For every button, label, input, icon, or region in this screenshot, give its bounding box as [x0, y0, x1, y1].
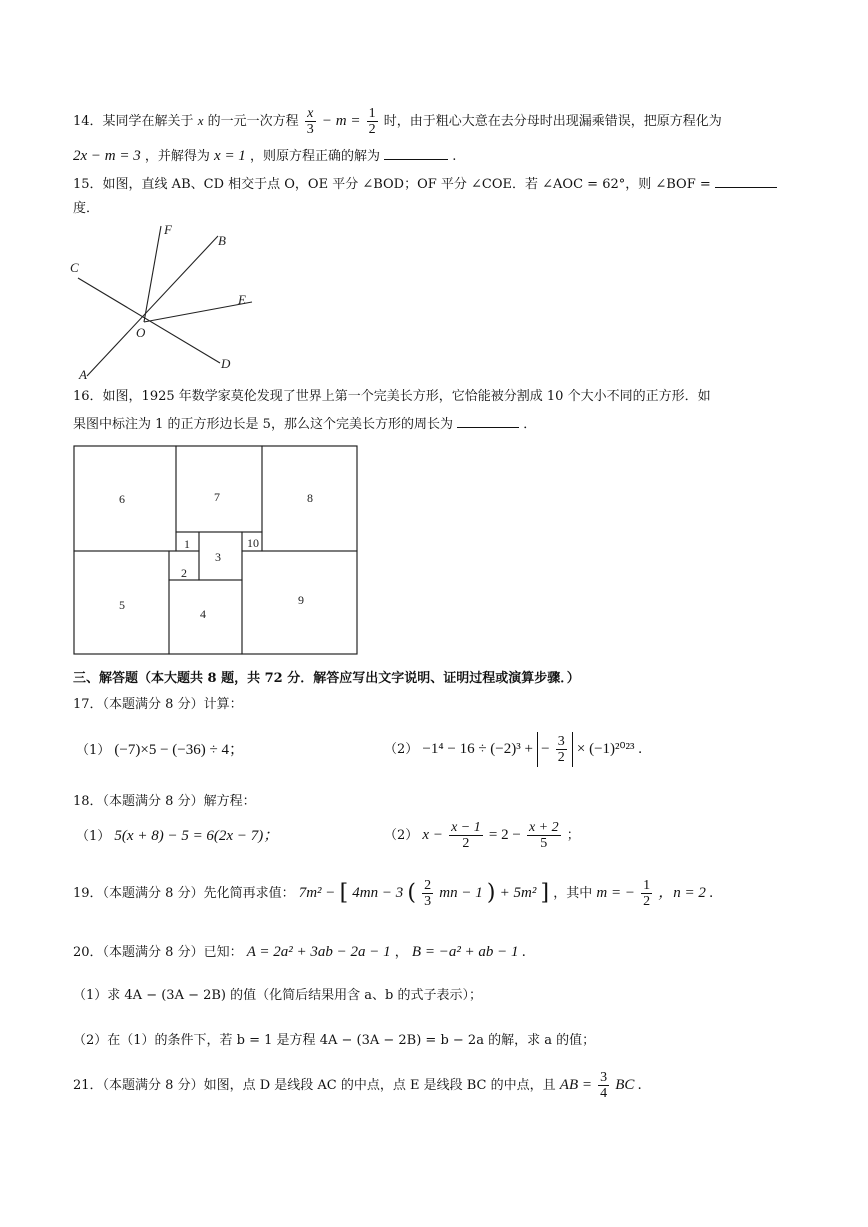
q16-text-2: 果图中标注为 1 的正方形边长是 5，那么这个完美长方形的周长为: [73, 417, 453, 432]
q14-line2: [73, 145, 456, 167]
q17-part1: [76, 740, 244, 761]
q14-var-x: x: [197, 113, 204, 128]
q14-eq2: 2x − m = 3: [73, 148, 141, 164]
label-D: D: [221, 356, 231, 371]
q14-frac1-den: 3: [306, 122, 314, 137]
q16-line1: [73, 387, 711, 407]
section3-heading: [73, 669, 580, 689]
q18-frac2-den: 5: [540, 836, 548, 851]
q20-B-expr: B = −a² + ab − 1 .: [411, 944, 527, 960]
q18-p1-expr: 5(x + 8) − 5 = 6(2x − 7)；: [114, 828, 279, 844]
q18-frac1-den: 2: [462, 836, 470, 851]
q17-p2-expr-a: −1⁴ − 16 ÷ (−2)³ +: [422, 741, 533, 757]
square-label-5: 5: [119, 598, 125, 612]
q15-unit: 度．: [73, 201, 100, 216]
square-label-6: 6: [119, 492, 125, 506]
q16-end: ．: [523, 417, 537, 432]
q17-frac: [556, 734, 567, 765]
q19-expr-c: mn − 1: [439, 885, 483, 901]
q20-title: [73, 942, 526, 963]
q17-p1-expr: (−7)×5 − (−36) ÷ 4；: [114, 742, 244, 758]
q21-frac-num: 3: [600, 1070, 608, 1085]
q14-frac1: [305, 106, 316, 137]
label-F: F: [164, 222, 172, 237]
q19-left-paren: (: [407, 880, 416, 906]
q18-part2: [384, 818, 580, 853]
q19-expr-b: 4mn − 3: [352, 885, 404, 901]
q19-text-a: 19．（本题满分 8 分）先化简再求值：: [73, 886, 295, 901]
q14-end: .: [452, 149, 457, 164]
q17-abs-sign: −: [541, 741, 550, 757]
label-A: A: [79, 367, 87, 382]
q18-frac1: [449, 820, 483, 851]
q18-p2-label: （2）: [384, 828, 419, 843]
q15-line2: [73, 199, 99, 219]
q19-frac: [422, 878, 433, 909]
q20-p2-text: （2）在（1）的条件下，若 b = 1 是方程 4A − (3A − 2B) = b − 2a 的解，求 a 的值；: [73, 1033, 596, 1048]
q20-A-expr: A = 2a² + 3ab − 2a − 1: [246, 944, 391, 960]
ray-OF: [144, 226, 161, 322]
q20-title-text: 20．（本题满分 8 分）已知：: [73, 945, 243, 960]
q17-frac-den: 2: [557, 750, 565, 765]
q19-line: [73, 875, 713, 912]
q18-frac2: [527, 820, 561, 851]
q20-part1: [73, 986, 482, 1006]
q19-text-b: ，其中: [553, 886, 593, 901]
q18-title: [73, 792, 256, 812]
q16-answer-blank[interactable]: [457, 413, 519, 428]
q18-frac1-num: x − 1: [451, 820, 481, 835]
perfect-rectangle-figure: [72, 444, 360, 658]
q15-line1: [73, 173, 777, 195]
q20-p1-text: （1）求 4A − (3A − 2B) 的值（化简后结果用含 a、b 的式子表示）；: [73, 988, 482, 1003]
square-label-1: 1: [184, 537, 190, 551]
q17-p1-label: （1）: [76, 743, 111, 758]
q15-text: 15．如图，直线 AB、CD 相交于点 O，OE 平分 ∠BOD；OF 平分 ∠COE．若 ∠AOC = 62°，则 ∠BOF =: [73, 177, 711, 192]
q18-p1-label: （1）: [76, 829, 111, 844]
q21-frac-den: 4: [600, 1086, 608, 1101]
q17-title-text: 17．（本题满分 8 分）计算：: [73, 697, 243, 712]
q20-sep: ，: [394, 945, 408, 960]
square-label-7: 7: [214, 490, 220, 504]
q14-text-a: 14．某同学在解关于: [73, 114, 194, 129]
q19-frac-num: 2: [424, 878, 432, 893]
square-label-10: 10: [247, 536, 259, 550]
q14-text-d: ，并解得为: [144, 149, 210, 164]
q19-m-frac-num: 1: [643, 878, 651, 893]
square-label-4: 4: [200, 607, 206, 621]
label-B: B: [218, 233, 226, 248]
q18-p2-end: ；: [566, 828, 580, 843]
square-label-2: 2: [181, 566, 187, 580]
q17-abs-value: [537, 732, 573, 767]
q19-right-paren: ): [486, 880, 496, 906]
q17-frac-num: 3: [557, 734, 565, 749]
q14-text-b: 的一元一次方程: [207, 114, 299, 129]
q18-p2-expr-a: x −: [422, 827, 443, 843]
q15-angle-figure: [60, 220, 270, 385]
q14-line1: [73, 106, 722, 137]
q14-frac2-num: 1: [368, 106, 376, 121]
square-label-3: 3: [215, 550, 221, 564]
q18-part1: [76, 826, 278, 847]
q14-minus-m: − m =: [321, 113, 361, 129]
q21-bc: BC .: [615, 1077, 642, 1093]
q17-p2-label: （2）: [384, 742, 419, 757]
square-label-9: 9: [298, 593, 304, 607]
line-AB: [87, 236, 218, 376]
label-E: E: [238, 292, 246, 307]
ray-OE: [144, 302, 252, 322]
square-label-8: 8: [307, 491, 313, 505]
q19-left-bracket: [: [339, 880, 349, 906]
q18-title-text: 18．（本题满分 8 分）解方程：: [73, 794, 256, 809]
label-C: C: [70, 260, 79, 275]
q19-frac-den: 3: [424, 894, 432, 909]
q19-expr-a: 7m² −: [298, 885, 336, 901]
q15-answer-blank[interactable]: [715, 173, 777, 188]
q14-answer-blank[interactable]: [384, 145, 448, 160]
q19-right-bracket: ]: [540, 880, 550, 906]
q19-expr-d: + 5m²: [499, 885, 537, 901]
q16-text-1: 16．如图，1925 年数学家莫伦发现了世界上第一个完美长方形，它恰能被分割成 10 个大小不同的正方形．如: [73, 389, 711, 404]
q19-m-eq: m = −: [596, 885, 635, 901]
q17-title: [73, 695, 243, 715]
q18-p2-expr-b: = 2 −: [488, 827, 521, 843]
section3-text: 三、解答题（本大题共 8 题，共 72 分．解答应写出文字说明、证明过程或演算步骤．）: [73, 671, 580, 686]
q19-m-frac: [641, 878, 652, 909]
q21-ab: AB =: [559, 1077, 592, 1093]
square-7: [176, 446, 262, 532]
q14-frac2: [367, 106, 378, 137]
q20-part2: [73, 1031, 595, 1051]
q16-line2: [73, 413, 536, 435]
q21-line: [73, 1068, 642, 1103]
q19-n-eq: ，n = 2 .: [658, 885, 714, 901]
square-6: [74, 446, 176, 551]
q14-frac1-num: x: [305, 106, 316, 122]
label-O: O: [136, 325, 146, 340]
q19-m-frac-den: 2: [643, 894, 651, 909]
q21-frac: [598, 1070, 609, 1101]
q21-text-a: 21．（本题满分 8 分）如图，点 D 是线段 AC 的中点，点 E 是线段 BC 的中点，且: [73, 1078, 556, 1093]
q14-text-c: 时，由于粗心大意在去分母时出现漏乘错误，把原方程化为: [383, 114, 722, 129]
q14-frac2-den: 2: [368, 122, 376, 137]
q17-p2-expr-b: × (−1)²⁰²³ .: [576, 741, 643, 757]
q17-part2: [384, 732, 642, 767]
q14-text-e: ，则原方程正确的解为: [249, 149, 380, 164]
q18-frac2-num: x + 2: [528, 820, 559, 835]
q14-x-eq: x = 1: [214, 148, 246, 164]
